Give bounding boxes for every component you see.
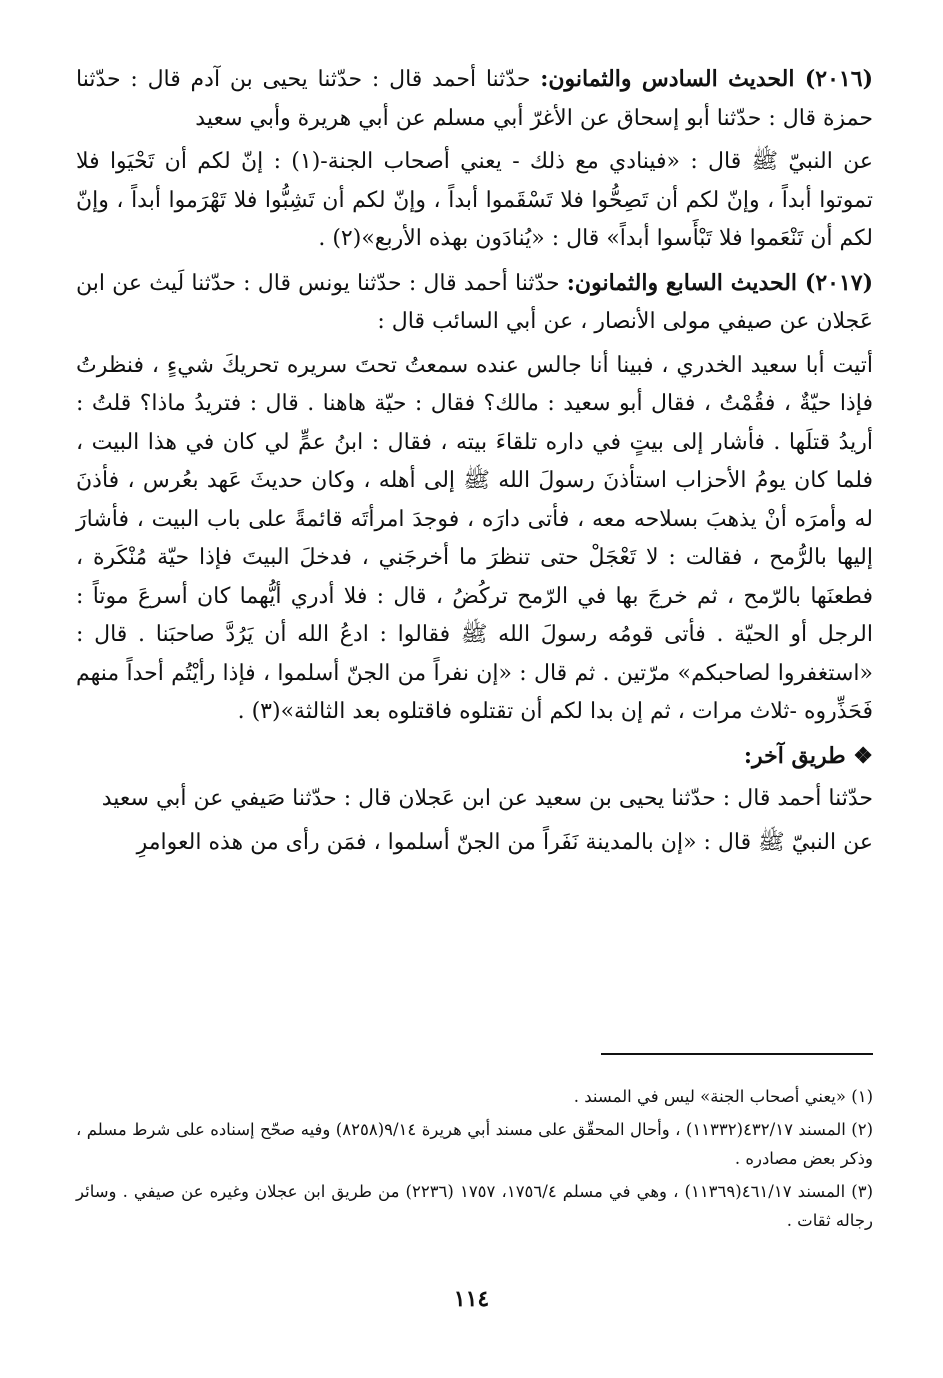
footnote-3: (٣) المسند ٤٦١/١٧(١١٣٦٩) ، وهي في مسلم ١٧٥٦/٤، ١٧٥٧ (٢٢٣٦) من طريق ابن عجلان وغيره عن صيفي . وسائر رجاله ثقات . [76,1182,874,1230]
paragraph-text: أتيت أبا سعيد الخدري ، فبينا أنا جالس عنده سمعتُ تحتَ سريره تحريكَ شيءٍ ، فنظرتُ فإذا حيّةٌ ، فقُمْتُ ، فقال أبو سعيد : مالك؟ فقال : حيّة هاهنا . قال : فتريدُ ماذا؟ قلتُ : أريدُ قتلَها . فأشار إلى بيتٍ في داره تلقاءَ بيته ، فقال : ابنُ عمٍّ لي كان في هذا البيت ، فلما كان يومُ الأحزاب استأذنَ رسولَ الله ﷺ إلى أهله ، وكان حديثَ عَهد بعُرس ، فأذنَ له وأمرَه أنْ يذهبَ بسلاحه معه ، فأتى دارَه ، فوجدَ امرأتَه قائمةً على باب البيت ، فأشارَ إليها بالرُّمح ، فقالت : لا تَعْجَلْ حتى تنظرَ ما أخرجَني ، فدخلَ البيتَ فإذا حيّة مُنْكَرة ، فطعنَها بالرّمح ، ثم خرجَ بها في الرّمح تركُضُ ، قال : فلا أدري أيُّهما كان أسرعَ موتاً : الرجل أو الحيّة . فأتى قومُه رسولَ الله ﷺ فقالوا : ادعُ الله أن يَرُدَّ صاحبَنا . قال : «استغفروا لصاحبكم» مرّتين . ثم قال : «إن نفراً من الجنّ أسلموا ، فإذا رأيْتُم أحداً منهم فَحَذِّروه -ثلاث مرات ، ثم إن بدا لكم أن تقتلوه فاقتلوه بعد الثالثة»(٣) . [76,352,873,724]
footnotes [76,1082,873,1239]
hadith-2017-intro [76,264,873,342]
page-number: ١١٤ [453,1286,490,1312]
hadith-heading: (٢٠١٦) الحديث السادس والثمانون: [540,66,873,92]
hadith-2017-body [76,347,873,732]
footnote-1: (١) «يعني أصحاب الجنة» ليس في المسند . [573,1087,873,1106]
alt-chain-body [76,824,873,863]
main-text [76,60,873,867]
hadith-2016-body [76,143,873,259]
paragraph-text: عن النبيّ ﷺ قال : «إن بالمدينة نَفَراً من الجنّ أسلموا ، فمَن رأى من هذه العوامرِ [136,829,873,855]
footnote-2: (٢) المسند ٤٣٢/١٧(١١٣٣٢) ، وأحال المحقّق على مسند أبي هريرة ٩/١٤(٨٢٥٨) وفيه صحّح إسناده على شرط مسلم ، وذكر بعض مصادره . [76,1120,874,1168]
paragraph-text: حدّثنا أحمد قال : حدّثنا يحيى بن سعيد عن ابن عَجلان قال : حدّثنا صَيفي عن أبي سعيد [101,786,873,811]
footnote-separator [601,1053,873,1055]
section-subheading: ❖ طريق آخر: [743,742,873,769]
hadith-2016-intro [76,60,873,138]
paragraph-text: حدّثنا أحمد قال : حدّثنا يونس قال : حدّثنا لَيث عن ابن عَجلان عن صيفي مولى الأنصار ، عن أبي السائب قال : [76,270,873,334]
alt-chain-intro [76,780,873,819]
paragraph-text: عن النبيّ ﷺ قال : «فينادي مع ذلك - يعني أصحاب الجنة-(١) : إنّ لكم أن تَحْيَوا فلا تموتوا أبداً ، وإنّ لكم أن تَصِحُّوا فلا تَسْقَموا أبداً ، وإنّ لكم أن تَشِبُّوا فلا تَهْرَموا أبداً ، وإنّ لكم أن تَنْعَموا فلا تَبْأَسوا أبداً» قال : «يُنادَون بهذه الأربع»(٢) . [76,149,873,251]
paragraph-text: حدّثنا أحمد قال : حدّثنا يحيى بن آدم قال : حدّثنا حمزة قال : حدّثنا أبو إسحاق عن الأغرّ أبي مسلم عن أبي هريرة وأبي سعيد [76,67,873,131]
hadith-heading: (٢٠١٧) الحديث السابع والثمانون: [566,269,873,296]
